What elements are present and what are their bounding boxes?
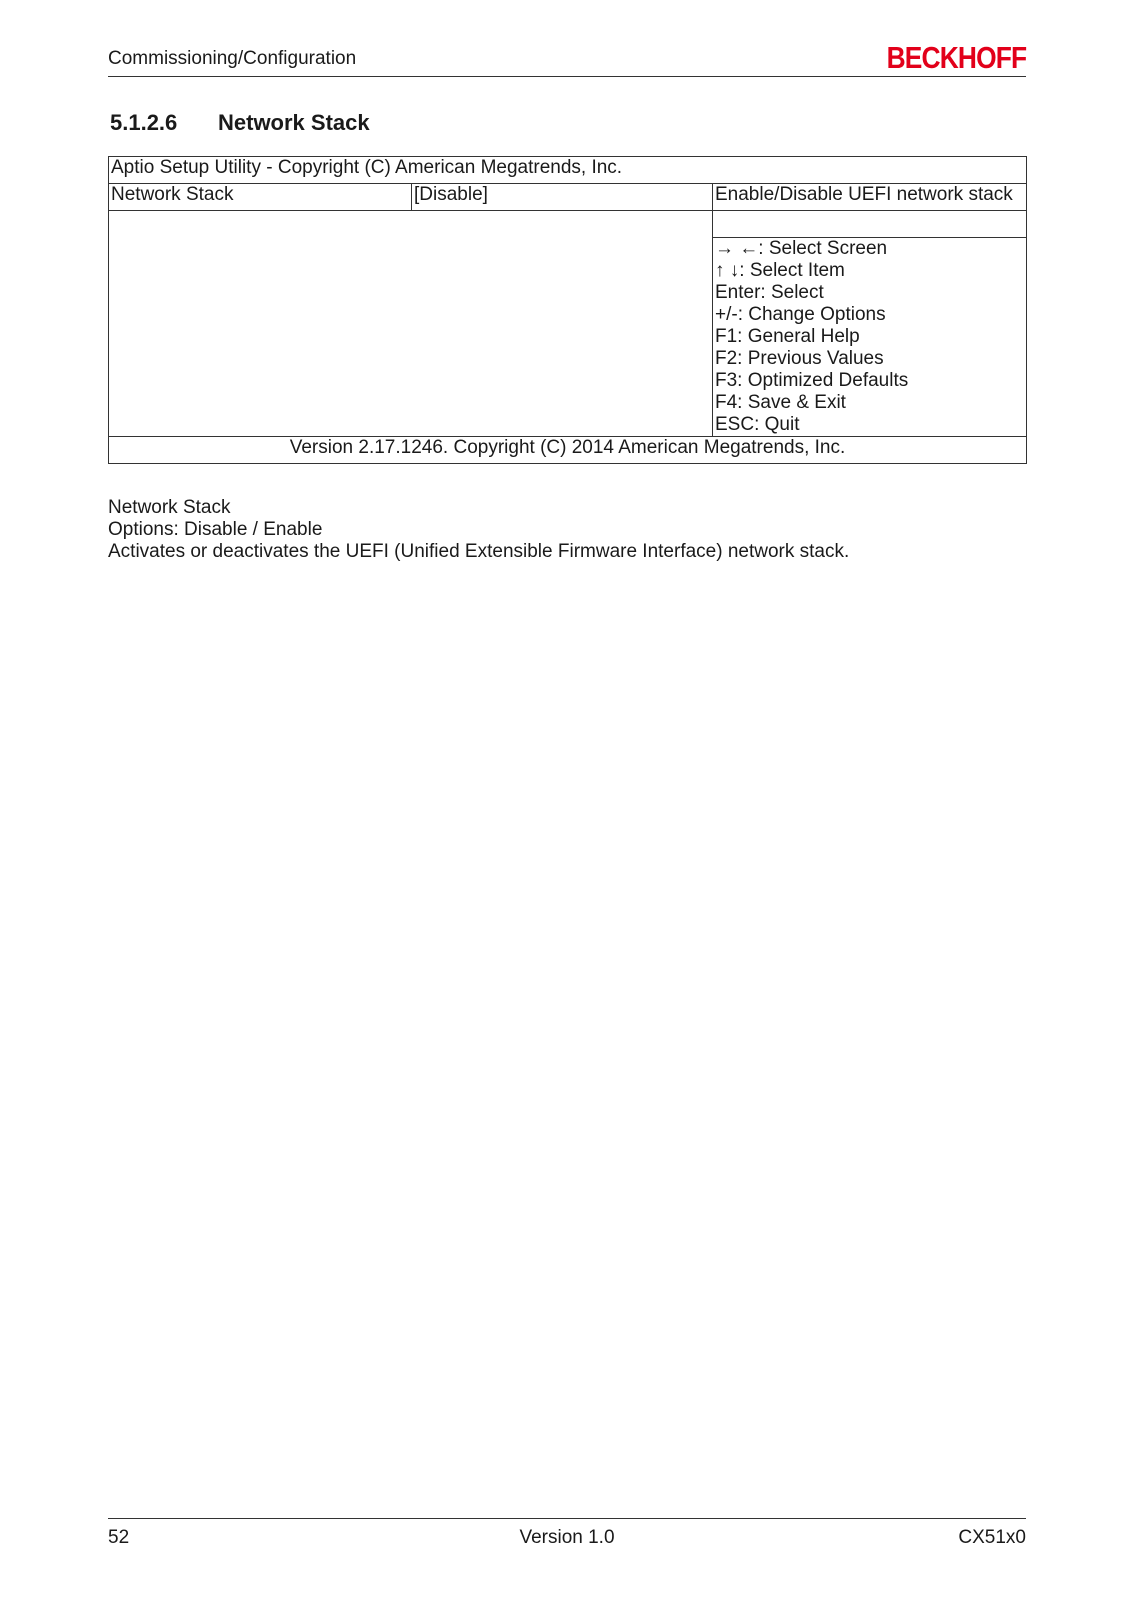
description-options: Options: Disable / Enable bbox=[108, 519, 323, 540]
key-help-item: F3: Optimized Defaults bbox=[715, 370, 909, 391]
description-name: Network Stack bbox=[108, 497, 231, 518]
bios-version: Version 2.17.1246. Copyright (C) 2014 American Megatrends, Inc. bbox=[109, 437, 1027, 464]
key-help-item: F2: Previous Values bbox=[715, 348, 884, 369]
help-spacer bbox=[713, 211, 1027, 238]
page-number: 52 bbox=[108, 1527, 130, 1548]
key-help-item: ESC: Quit bbox=[715, 414, 800, 435]
header-title: Commissioning/Configuration bbox=[108, 48, 357, 69]
page-footer bbox=[108, 1518, 1026, 1548]
bios-title: Aptio Setup Utility - Copyright (C) American Megatrends, Inc. bbox=[109, 157, 1027, 184]
settings-area bbox=[109, 211, 713, 437]
key-help-item: F4: Save & Exit bbox=[715, 392, 846, 413]
page-header bbox=[108, 40, 1026, 77]
section-number: 5.1.2.6 bbox=[110, 110, 178, 135]
section-heading bbox=[110, 110, 370, 136]
description-text: Activates or deactivates the UEFI (Unified Extensible Firmware Interface) network stack. bbox=[108, 541, 850, 562]
setting-description bbox=[108, 497, 849, 563]
key-help-list bbox=[713, 238, 1027, 437]
key-help-item: Enter: Select bbox=[715, 282, 824, 303]
key-help-item: +/-: Change Options bbox=[715, 304, 886, 325]
setting-value: [Disable] bbox=[412, 184, 713, 211]
key-help-item: → ←: Select Screen bbox=[715, 238, 888, 259]
key-help-item: ↑ ↓: Select Item bbox=[715, 260, 845, 281]
key-help-item: F1: General Help bbox=[715, 326, 860, 347]
product-name: CX51x0 bbox=[958, 1527, 1026, 1548]
document-version: Version 1.0 bbox=[519, 1527, 615, 1548]
section-title: Network Stack bbox=[218, 110, 370, 135]
beckhoff-logo: BECKHOFF bbox=[886, 40, 1026, 75]
setting-help: Enable/Disable UEFI network stack bbox=[713, 184, 1027, 211]
setting-name: Network Stack bbox=[109, 184, 412, 211]
bios-setup-table bbox=[108, 156, 1027, 464]
